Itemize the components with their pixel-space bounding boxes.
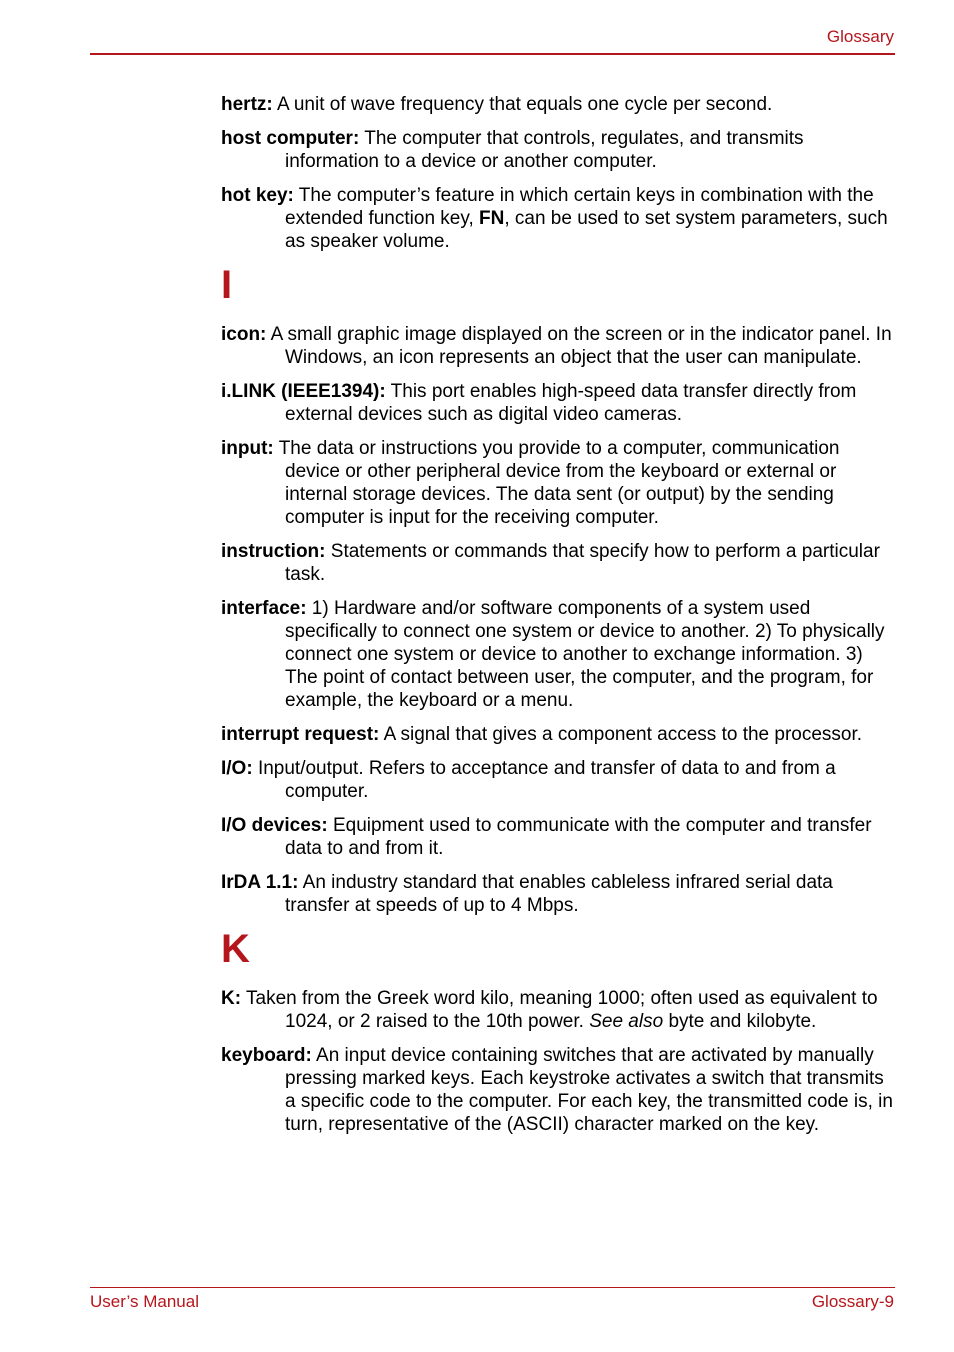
glossary-entry-io <box>221 757 893 803</box>
entry-term: i.LINK (IEEE1394): <box>221 381 386 402</box>
entry-definition-continued: , can be used to set system parameters, such as speaker volume. <box>285 208 888 252</box>
glossary-entry-irda <box>221 871 893 917</box>
entry-term: hot key: <box>221 185 294 206</box>
glossary-entry-io-devices <box>221 814 893 860</box>
entry-term: host computer: <box>221 128 360 149</box>
footer-manual-title: User’s Manual <box>90 1292 199 1311</box>
glossary-entry-interrupt-request <box>221 723 893 746</box>
glossary-entry-input <box>221 437 893 529</box>
glossary-content <box>221 93 893 1147</box>
footer-page-number: Glossary-9 <box>811 1292 894 1311</box>
section-letter-k: K <box>221 927 250 971</box>
entry-definition: Taken from the Greek word kilo, meaning 1000; often used as equivalent to 1024, or 2 raised to the 10th power. <box>241 988 878 1032</box>
entry-term: icon: <box>221 324 267 345</box>
entry-definition: An industry standard that enables cableless infrared serial data transfer at speeds of up to 4 Mbps. <box>285 872 833 916</box>
entry-term: IrDA 1.1: <box>221 872 299 893</box>
entry-term: keyboard: <box>221 1045 312 1066</box>
entry-definition: Input/output. Refers to acceptance and transfer of data to and from a computer. <box>252 758 836 802</box>
glossary-entry-interface <box>221 597 893 712</box>
glossary-entry-icon <box>221 323 893 369</box>
entry-definition: A small graphic image displayed on the screen or in the indicator panel. In Windows, an icon represents an object that the user can manipulate. <box>266 324 892 368</box>
entry-definition: This port enables high-speed data transfer directly from external devices such as digital video cameras. <box>285 381 857 425</box>
entry-definition: 1) Hardware and/or software components of a system used specifically to connect one system or device to another. 2) To physically connect one system or device to another to exchange information. 3) The point of contact between user, the computer, and the program, for example, the keyboard or a menu. <box>285 598 885 711</box>
glossary-entry-hot-key <box>221 184 893 253</box>
entry-definition: A unit of wave frequency that equals one cycle per second. <box>272 94 773 115</box>
entry-term: input: <box>221 438 274 459</box>
entry-term: interrupt request: <box>221 724 380 745</box>
entry-term: interface: <box>221 598 307 619</box>
entry-definition: Equipment used to communicate with the computer and transfer data to and from it. <box>285 815 872 859</box>
entry-definition: An input device containing switches that are activated by manually pressing marked keys. Each keystroke activates a switch that transmits a specific code to the computer. For each key, the transmitted code is, in turn, representative of the (ASCII) character marked on the key. <box>285 1045 893 1135</box>
entry-definition: Statements or commands that specify how to perform a particular task. <box>285 541 880 585</box>
entry-term: I/O: <box>221 758 253 779</box>
glossary-entry-k <box>221 987 893 1033</box>
header-section-title: Glossary <box>826 27 894 46</box>
entry-term: I/O devices: <box>221 815 328 836</box>
entry-see-also: See also <box>589 1011 664 1032</box>
glossary-entry-keyboard <box>221 1044 893 1136</box>
entry-term: instruction: <box>221 541 326 562</box>
entry-definition: The computer’s feature in which certain keys in combination with the extended function key, <box>285 185 874 229</box>
entry-definition-continued: byte and kilobyte. <box>663 1011 817 1032</box>
entry-term: K: <box>221 988 242 1009</box>
glossary-entry-host-computer <box>221 127 893 173</box>
section-letter-i: I <box>221 263 233 307</box>
entry-definition: The computer that controls, regulates, and transmits information to a device or another computer. <box>285 128 804 172</box>
entry-key-name: FN <box>479 208 505 229</box>
header-divider <box>90 53 895 55</box>
glossary-entry-hertz <box>221 93 893 116</box>
glossary-entry-instruction <box>221 540 893 586</box>
entry-term: hertz: <box>221 94 273 115</box>
glossary-entry-ilink <box>221 380 893 426</box>
footer-divider <box>90 1287 895 1288</box>
entry-definition: A signal that gives a component access to the processor. <box>379 724 863 745</box>
entry-definition: The data or instructions you provide to a computer, communication device or other peripheral device from the keyboard or external or internal storage devices. The data sent (or output) by the sending computer is input for the receiving computer. <box>273 438 840 528</box>
